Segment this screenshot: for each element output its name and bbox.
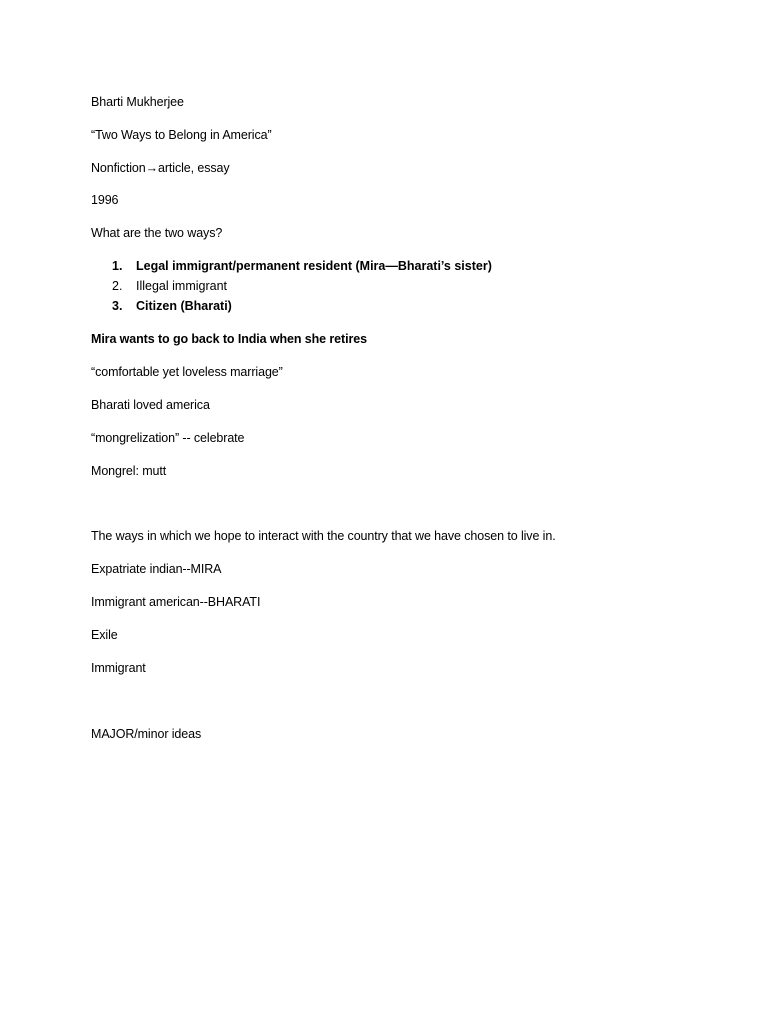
mongrelization-line: “mongrelization” -- celebrate xyxy=(91,431,245,445)
immigrant-line: Immigrant xyxy=(91,661,146,675)
marriage-quote: “comfortable yet loveless marriage” xyxy=(91,365,283,379)
expatriate-line: Expatriate indian--MIRA xyxy=(91,562,222,576)
author-line: Bharti Mukherjee xyxy=(91,95,184,109)
ways-sentence: The ways in which we hope to interact with the country that we have chosen to live in. xyxy=(91,529,556,543)
list-text: Legal immigrant/permanent resident (Mira—Bharati’s sister) xyxy=(136,259,492,273)
immigrant-american-line: Immigrant american--BHARATI xyxy=(91,595,261,609)
list-number: 3. xyxy=(112,299,123,313)
mongrel-definition: Mongrel: mutt xyxy=(91,464,167,478)
genre-line: Nonfiction→article, essay xyxy=(91,161,230,175)
major-minor-line: MAJOR/minor ideas xyxy=(91,727,202,741)
list-number: 1. xyxy=(112,259,123,273)
list-text: Citizen (Bharati) xyxy=(136,299,232,313)
bharati-note: Bharati loved america xyxy=(91,398,210,412)
question-line: What are the two ways? xyxy=(91,226,223,240)
mira-note: Mira wants to go back to India when she retires xyxy=(91,332,367,346)
list-item xyxy=(112,278,227,294)
list-item xyxy=(112,258,492,274)
list-number: 2. xyxy=(112,279,123,293)
list-item xyxy=(112,298,232,314)
list-text: Illegal immigrant xyxy=(136,279,228,293)
exile-line: Exile xyxy=(91,628,118,642)
year-line: 1996 xyxy=(91,193,119,207)
essay-title: “Two Ways to Belong in America” xyxy=(91,128,272,142)
